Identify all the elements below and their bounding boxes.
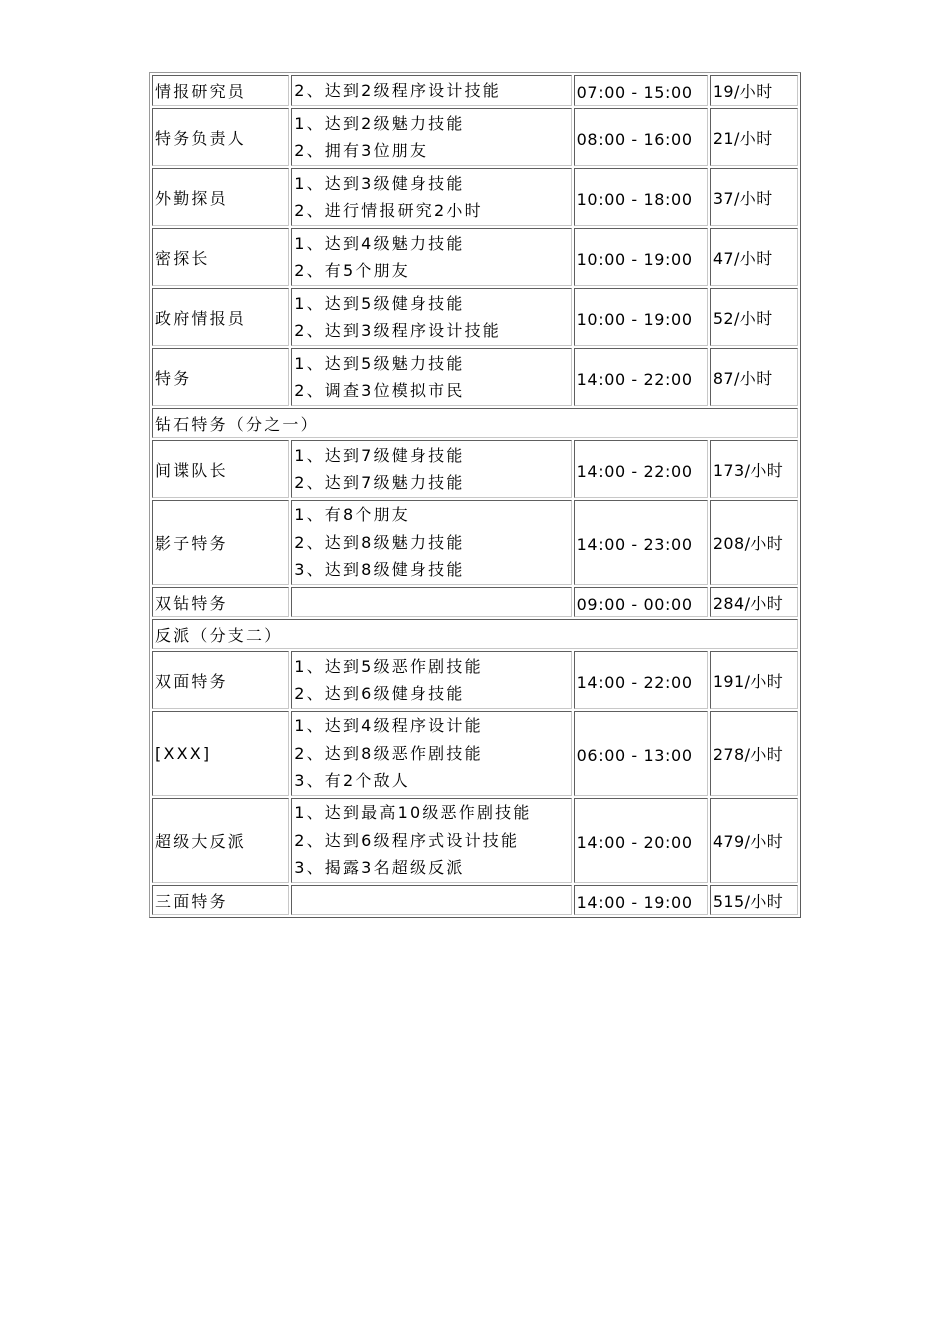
requirements-cell — [291, 288, 571, 346]
job-title-cell: 政府情报员 — [152, 288, 289, 346]
requirements-cell — [291, 348, 571, 406]
hourly-pay-cell: 87/小时 — [710, 348, 798, 406]
requirement-item: 2、达到7级魅力技能 — [294, 473, 465, 492]
work-hours-cell: 14:00 - 22:00 — [574, 348, 708, 406]
table-row — [152, 440, 798, 498]
career-table-body — [152, 75, 798, 915]
requirement-item: 1、达到最高10级恶作剧技能 — [294, 803, 532, 823]
table-row — [152, 228, 798, 286]
table-row — [152, 168, 798, 226]
requirement-item: 1、达到3级健身技能 — [294, 173, 465, 193]
career-table — [149, 72, 801, 918]
requirement-item: 1、达到5级恶作剧技能 — [294, 656, 483, 676]
requirement-item: 1、达到5级魅力技能 — [294, 353, 465, 373]
hourly-pay-cell: 479/小时 — [710, 798, 798, 883]
table-row — [152, 288, 798, 346]
table-row — [152, 798, 798, 883]
job-title-cell: 双面特务 — [152, 651, 289, 709]
work-hours-cell: 10:00 - 19:00 — [574, 228, 708, 286]
job-title-cell: 三面特务 — [152, 885, 289, 915]
work-hours-cell: 10:00 - 19:00 — [574, 288, 708, 346]
requirement-item: 1、达到2级魅力技能 — [294, 113, 465, 133]
table-row — [152, 75, 798, 106]
section-label: 钻石特务（分之一） — [152, 408, 798, 438]
requirement-item: 3、有2个敌人 — [294, 771, 410, 791]
work-hours-cell: 14:00 - 19:00 — [574, 885, 708, 915]
requirements-cell — [291, 440, 571, 498]
requirements-cell — [291, 108, 571, 166]
job-title-cell: 间谍队长 — [152, 440, 289, 498]
requirements-cell — [291, 798, 571, 883]
table-row — [152, 711, 798, 796]
requirement-item: 2、达到8级魅力技能 — [294, 532, 465, 552]
hourly-pay-cell: 21/小时 — [710, 108, 798, 166]
work-hours-cell: 08:00 - 16:00 — [574, 108, 708, 166]
requirements-cell — [291, 228, 571, 286]
hourly-pay-cell: 208/小时 — [710, 500, 798, 585]
requirements-cell — [291, 75, 571, 106]
work-hours-cell: 09:00 - 00:00 — [574, 587, 708, 617]
requirement-item: 2、达到3级程序设计技能 — [294, 321, 501, 340]
requirement-item: 1、达到7级健身技能 — [294, 445, 465, 465]
requirement-item: 2、有5个朋友 — [294, 261, 410, 280]
hourly-pay-cell: 19/小时 — [710, 75, 798, 106]
hourly-pay-cell: 37/小时 — [710, 168, 798, 226]
section-label: 反派（分支二） — [152, 619, 798, 649]
hourly-pay-cell: 47/小时 — [710, 228, 798, 286]
job-title-cell: [XXX] — [152, 711, 289, 796]
requirement-item: 1、达到4级魅力技能 — [294, 233, 465, 253]
requirement-item: 1、达到4级程序设计能 — [294, 716, 483, 736]
requirements-cell — [291, 168, 571, 226]
requirements-cell — [291, 885, 571, 915]
job-title-cell: 双钻特务 — [152, 587, 289, 617]
job-title-cell: 密探长 — [152, 228, 289, 286]
hourly-pay-cell: 284/小时 — [710, 587, 798, 617]
requirement-item: 2、达到6级健身技能 — [294, 684, 465, 703]
requirement-item: 2、进行情报研究2小时 — [294, 201, 483, 220]
requirement-item: 2、达到8级恶作剧技能 — [294, 743, 483, 763]
requirement-item: 1、有8个朋友 — [294, 505, 410, 525]
job-title-cell: 影子特务 — [152, 500, 289, 585]
requirement-item: 3、揭露3名超级反派 — [294, 858, 465, 878]
work-hours-cell: 14:00 - 23:00 — [574, 500, 708, 585]
hourly-pay-cell: 191/小时 — [710, 651, 798, 709]
requirement-item: 2、调查3位模拟市民 — [294, 381, 465, 400]
table-row — [152, 587, 798, 617]
job-title-cell: 情报研究员 — [152, 75, 289, 106]
table-row — [152, 108, 798, 166]
work-hours-cell: 14:00 - 20:00 — [574, 798, 708, 883]
work-hours-cell: 07:00 - 15:00 — [574, 75, 708, 106]
requirements-cell — [291, 500, 571, 585]
requirements-cell — [291, 587, 571, 617]
table-row — [152, 500, 798, 585]
hourly-pay-cell: 173/小时 — [710, 440, 798, 498]
hourly-pay-cell: 515/小时 — [710, 885, 798, 915]
hourly-pay-cell: 278/小时 — [710, 711, 798, 796]
job-title-cell: 超级大反派 — [152, 798, 289, 883]
table-row — [152, 348, 798, 406]
work-hours-cell: 14:00 - 22:00 — [574, 440, 708, 498]
requirement-item: 2、拥有3位朋友 — [294, 141, 429, 160]
table-row — [152, 885, 798, 915]
work-hours-cell: 14:00 - 22:00 — [574, 651, 708, 709]
requirements-cell — [291, 711, 571, 796]
section-row — [152, 408, 798, 438]
work-hours-cell: 10:00 - 18:00 — [574, 168, 708, 226]
work-hours-cell: 06:00 - 13:00 — [574, 711, 708, 796]
job-title-cell: 特务 — [152, 348, 289, 406]
requirement-item: 3、达到8级健身技能 — [294, 560, 465, 580]
requirement-item: 2、达到6级程序式设计技能 — [294, 830, 520, 850]
requirement-item: 2、达到2级程序设计技能 — [294, 80, 501, 100]
requirement-item: 1、达到5级健身技能 — [294, 293, 465, 313]
job-title-cell: 特务负责人 — [152, 108, 289, 166]
requirements-cell — [291, 651, 571, 709]
job-title-cell: 外勤探员 — [152, 168, 289, 226]
section-row — [152, 619, 798, 649]
hourly-pay-cell: 52/小时 — [710, 288, 798, 346]
table-row — [152, 651, 798, 709]
